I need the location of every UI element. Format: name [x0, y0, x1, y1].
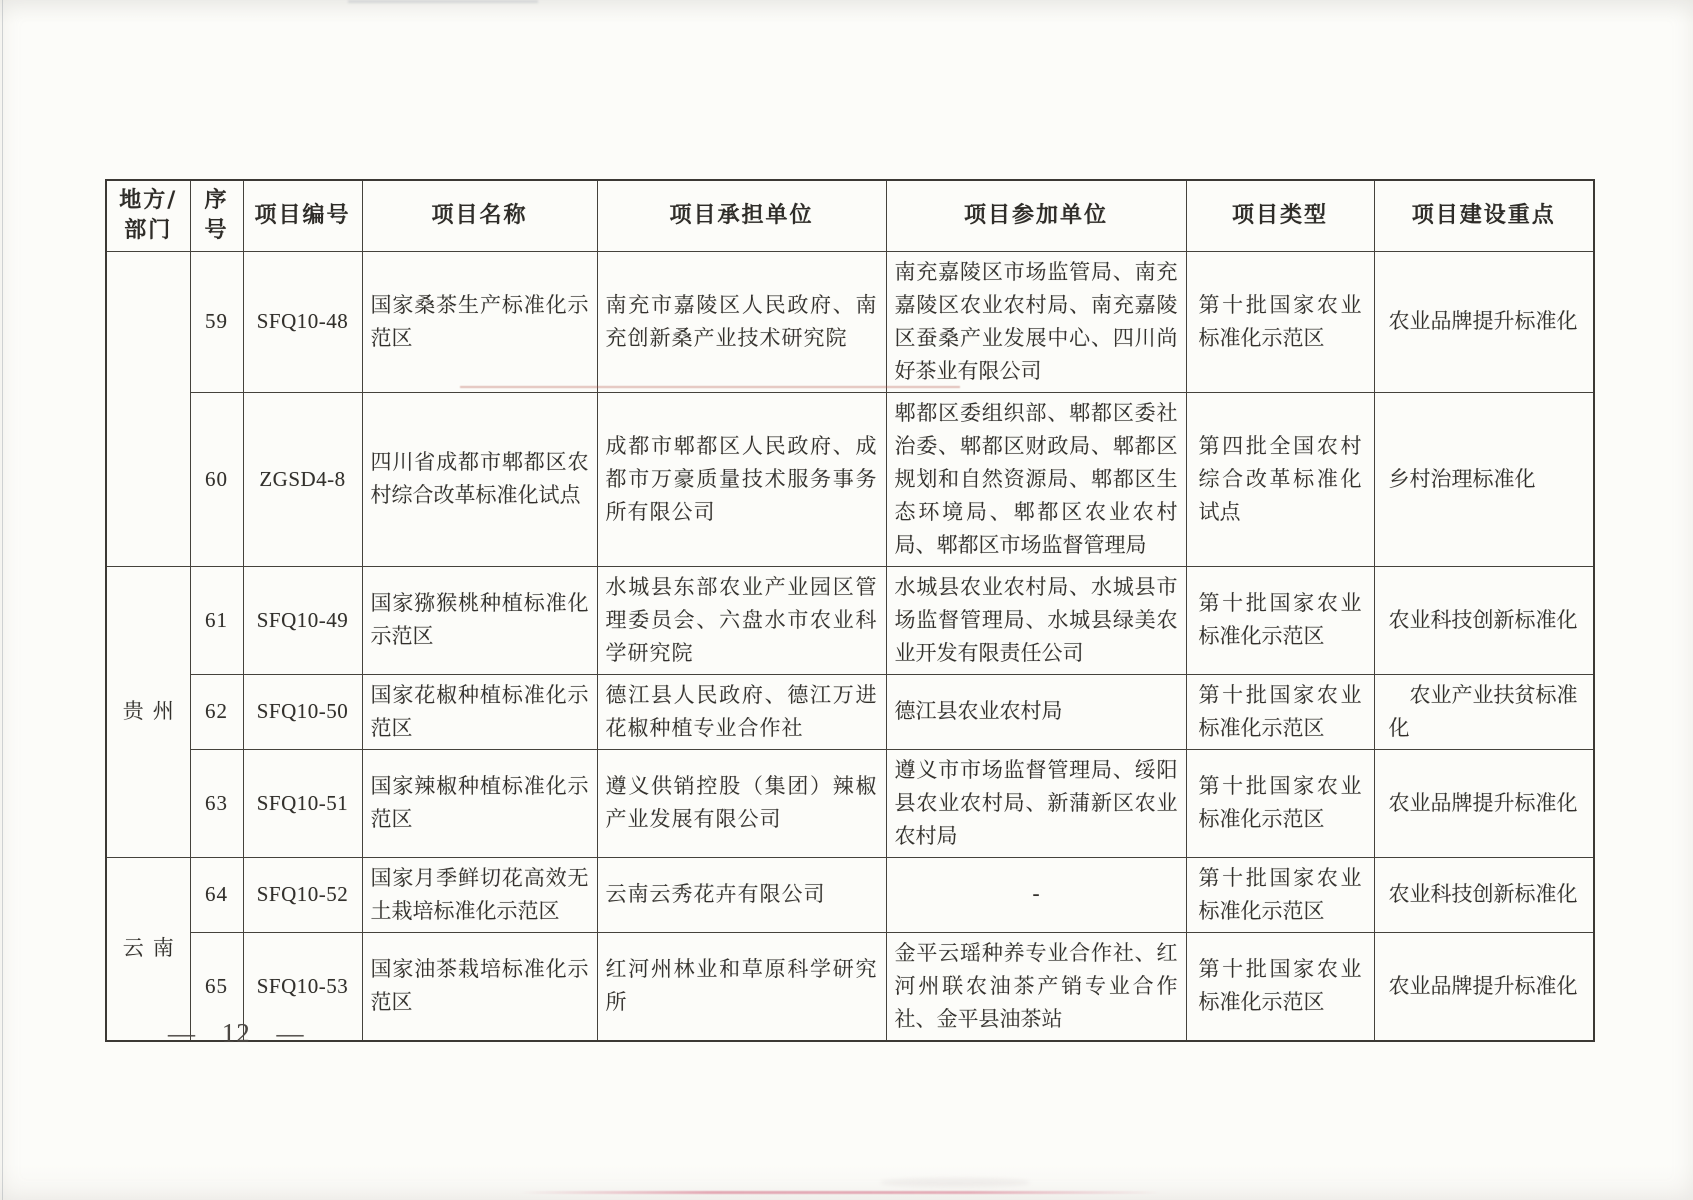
undertaker-cell: 红河州林业和草原科学研究所 [597, 932, 886, 1041]
focus-cell: 农业科技创新标准化 [1374, 857, 1594, 932]
column-header-region: 地方/部门 [106, 180, 190, 251]
undertaker-cell: 德江县人民政府、德江万进花椒种植专业合作社 [597, 674, 886, 749]
participants-cell: - [886, 857, 1186, 932]
table-row [106, 932, 1594, 1041]
participants-cell: 德江县农业农村局 [886, 674, 1186, 749]
project-code-cell: ZGSD4-8 [243, 392, 362, 566]
row-number-cell: 63 [190, 749, 243, 857]
scan-smudge-artifact [348, 0, 538, 3]
project-name-cell: 四川省成都市郫都区农村综合改革标准化试点 [362, 392, 597, 566]
scan-edge-artifact [2, 0, 3, 1200]
table-header [106, 180, 1594, 251]
project-code-cell: SFQ10-52 [243, 857, 362, 932]
column-header-type: 项目类型 [1186, 180, 1374, 251]
project-name-cell: 国家猕猴桃种植标准化示范区 [362, 566, 597, 674]
table-row [106, 566, 1594, 674]
project-code-cell: SFQ10-51 [243, 749, 362, 857]
row-number-cell: 61 [190, 566, 243, 674]
row-number-cell: 64 [190, 857, 243, 932]
table-row [106, 749, 1594, 857]
project-code-cell: SFQ10-48 [243, 251, 362, 392]
region-cell: 云南 [106, 857, 190, 1041]
project-code-cell: SFQ10-53 [243, 932, 362, 1041]
scan-pink-streak-artifact [520, 1191, 1160, 1194]
focus-cell: 农业品牌提升标准化 [1374, 932, 1594, 1041]
table-header-row [106, 180, 1594, 251]
project-type-cell: 第十批国家农业标准化示范区 [1186, 674, 1374, 749]
project-name-cell: 国家桑茶生产标准化示范区 [362, 251, 597, 392]
column-header-name: 项目名称 [362, 180, 597, 251]
row-number-cell: 65 [190, 932, 243, 1041]
project-name-cell: 国家花椒种植标准化示范区 [362, 674, 597, 749]
project-code-cell: SFQ10-50 [243, 674, 362, 749]
scan-smudge-artifact [880, 1178, 1030, 1187]
project-type-cell: 第十批国家农业标准化示范区 [1186, 251, 1374, 392]
project-type-cell: 第十批国家农业标准化示范区 [1186, 857, 1374, 932]
undertaker-cell: 遵义供销控股（集团）辣椒产业发展有限公司 [597, 749, 886, 857]
table-body [106, 251, 1594, 1041]
undertaker-cell: 南充市嘉陵区人民政府、南充创新桑产业技术研究院 [597, 251, 886, 392]
column-header-participants: 项目参加单位 [886, 180, 1186, 251]
participants-cell: 遵义市市场监督管理局、绥阳县农业农村局、新蒲新区农业农村局 [886, 749, 1186, 857]
project-type-cell: 第十批国家农业标准化示范区 [1186, 566, 1374, 674]
focus-cell: 乡村治理标准化 [1374, 392, 1594, 566]
focus-cell: 农业科技创新标准化 [1374, 566, 1594, 674]
column-header-code: 项目编号 [243, 180, 362, 251]
participants-cell: 南充嘉陵区市场监管局、南充嘉陵区农业农村局、南充嘉陵区蚕桑产业发展中心、四川尚好茶业有限公司 [886, 251, 1186, 392]
focus-cell: 农业产业扶贫标准化 [1374, 674, 1594, 749]
participants-cell: 郫都区委组织部、郫都区委社治委、郫都区财政局、郫都区规划和自然资源局、郫都区生态环境局、郫都区农业农村局、郫都区市场监督管理局 [886, 392, 1186, 566]
table-row [106, 392, 1594, 566]
scan-red-line-artifact [460, 386, 960, 388]
participants-cell: 金平云瑶种养专业合作社、红河州联农油茶产销专业合作社、金平县油茶站 [886, 932, 1186, 1041]
table-row [106, 251, 1594, 392]
row-number-cell: 59 [190, 251, 243, 392]
column-header-number: 序号 [190, 180, 243, 251]
row-number-cell: 60 [190, 392, 243, 566]
project-code-cell: SFQ10-49 [243, 566, 362, 674]
table-row [106, 674, 1594, 749]
focus-cell: 农业品牌提升标准化 [1374, 251, 1594, 392]
projects-table [105, 179, 1595, 1042]
undertaker-cell: 成都市郫都区人民政府、成都市万豪质量技术服务事务所有限公司 [597, 392, 886, 566]
project-type-cell: 第十批国家农业标准化示范区 [1186, 932, 1374, 1041]
column-header-focus: 项目建设重点 [1374, 180, 1594, 251]
project-name-cell: 国家油茶栽培标准化示范区 [362, 932, 597, 1041]
project-type-cell: 第四批全国农村综合改革标准化试点 [1186, 392, 1374, 566]
region-cell: 贵州 [106, 566, 190, 857]
undertaker-cell: 云南云秀花卉有限公司 [597, 857, 886, 932]
focus-cell: 农业品牌提升标准化 [1374, 749, 1594, 857]
column-header-undertaker: 项目承担单位 [597, 180, 886, 251]
project-name-cell: 国家辣椒种植标准化示范区 [362, 749, 597, 857]
undertaker-cell: 水城县东部农业产业园区管理委员会、六盘水市农业科学研究院 [597, 566, 886, 674]
table-row [106, 857, 1594, 932]
project-name-cell: 国家月季鲜切花高效无土栽培标准化示范区 [362, 857, 597, 932]
region-cell [106, 251, 190, 566]
project-type-cell: 第十批国家农业标准化示范区 [1186, 749, 1374, 857]
participants-cell: 水城县农业农村局、水城县市场监督管理局、水城县绿美农业开发有限责任公司 [886, 566, 1186, 674]
page-number: — 12 — [168, 1018, 305, 1048]
row-number-cell: 62 [190, 674, 243, 749]
